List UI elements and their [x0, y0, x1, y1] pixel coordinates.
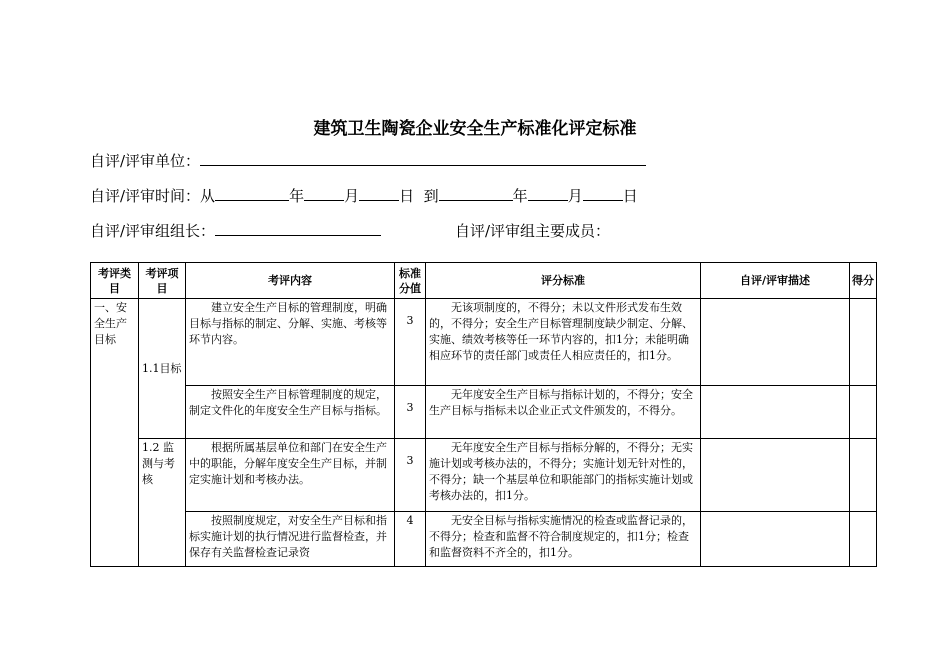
time-label: 自评/评审时间：从: [90, 187, 216, 205]
unit-label: 自评/评审单位：: [90, 152, 201, 170]
start-year-field[interactable]: [215, 186, 289, 201]
header-score-standard: 标准分值: [395, 263, 426, 299]
day-label: 日: [622, 187, 638, 205]
end-year-field[interactable]: [439, 186, 513, 201]
description-cell[interactable]: [701, 512, 850, 567]
score-cell[interactable]: [850, 512, 877, 567]
evaluation-table: [90, 262, 877, 567]
content-cell: [186, 512, 395, 567]
header-category: 考评类目: [91, 263, 139, 299]
leader-label: 自评/评审组组长：: [90, 222, 216, 240]
description-cell[interactable]: [701, 439, 850, 512]
day-label: 日: [399, 187, 415, 205]
score-cell[interactable]: [850, 439, 877, 512]
leader-field[interactable]: [215, 221, 381, 236]
item-cell: 1.1目标: [139, 299, 186, 439]
description-cell[interactable]: [701, 386, 850, 439]
unit-line: [90, 150, 646, 171]
criteria-cell: 无年度安全生产目标与指标分解的，不得分；无实施计划或考核办法的，不得分；实施计划无针对性的，不得分；缺一个基层单位和职能部门的指标实施计划或考核办法的，扣1分。: [426, 439, 701, 512]
score-standard-cell: 3: [395, 439, 426, 512]
score-standard-cell: 3: [395, 386, 426, 439]
content-cell: 根据所属基层单位和部门在安全生产中的职能，分解年度安全生产目标，并制定实施计划和考核办法。: [186, 439, 395, 512]
description-cell[interactable]: [701, 299, 850, 386]
start-month-field[interactable]: [304, 186, 344, 201]
header-description: 自评/评审描述: [701, 263, 850, 299]
year-label: 年: [289, 187, 305, 205]
members-label: 自评/评审组主要成员：: [455, 222, 611, 240]
score-standard-cell: 4: [395, 512, 426, 567]
header-criteria: 评分标准: [426, 263, 701, 299]
score-cell[interactable]: [850, 386, 877, 439]
content-cell: 建立安全生产目标的管理制度，明确目标与指标的制定、分解、实施、考核等环节内容。: [186, 299, 395, 386]
criteria-cell: 无安全目标与指标实施情况的检查或监督记录的，不得分；检查和监督不符合制度规定的，扣1分；检查和监督资料不齐全的，扣1分。: [426, 512, 701, 567]
table-row: [91, 439, 877, 512]
category-cell: 一、安全生产目标: [91, 299, 139, 567]
end-day-field[interactable]: [583, 186, 623, 201]
to-label: 到: [423, 187, 439, 205]
document-title: 建筑卫生陶瓷企业安全生产标准化评定标准: [313, 119, 637, 139]
score-standard-cell: 3: [395, 299, 426, 386]
start-day-field[interactable]: [359, 186, 399, 201]
unit-field[interactable]: [200, 151, 646, 166]
content-text: 按照制度规定，对安全生产目标和指标实施计划的执行情况进行监督检查，并保存有关监督检查记录资: [189, 514, 387, 559]
score-cell[interactable]: [850, 299, 877, 386]
header-item: 考评项目: [139, 263, 186, 299]
month-label: 月: [344, 187, 360, 205]
item-cell: 1.2 监测与考核: [139, 439, 186, 567]
table-row: [91, 299, 877, 386]
table-row: [91, 386, 877, 439]
leader-line: [90, 220, 381, 241]
header-row: [91, 263, 877, 299]
criteria-cell: 无该项制度的，不得分；未以文件形式发布生效的，不得分；安全生产目标管理制度缺少制定、分解、实施、绩效考核等任一环节内容的，扣1分；未能明确相应环节的责任部门或责任人相应责任的，扣1分。: [426, 299, 701, 386]
content-cell: 按照安全生产目标管理制度的规定，制定文件化的年度安全生产目标与指标。: [186, 386, 395, 439]
table-row: [91, 512, 877, 567]
header-score: 得分: [850, 263, 877, 299]
criteria-cell: 无年度安全生产目标与指标计划的，不得分；安全生产目标与指标未以企业正式文件颁发的，不得分。: [426, 386, 701, 439]
month-label: 月: [567, 187, 583, 205]
year-label: 年: [512, 187, 528, 205]
time-line: [90, 185, 638, 206]
members-line: [455, 220, 610, 241]
header-content: 考评内容: [186, 263, 395, 299]
end-month-field[interactable]: [528, 186, 568, 201]
